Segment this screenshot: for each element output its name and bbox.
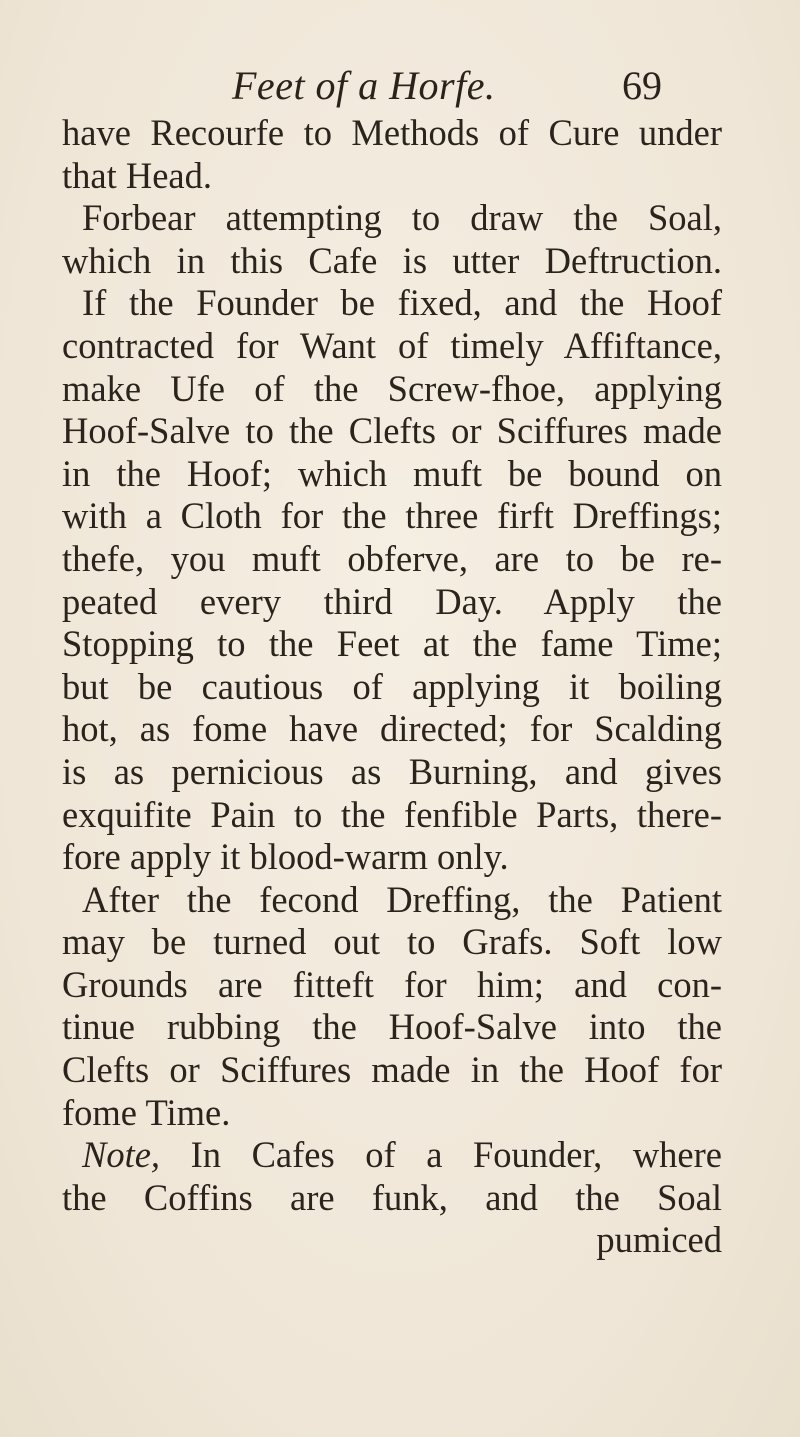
text-line: that Head.: [62, 154, 212, 196]
text-line: peated every third Day. Apply the: [62, 580, 722, 622]
running-title: Feet of a Horfe.: [232, 63, 496, 108]
text-line: in the Hoof; which muft be bound on: [62, 452, 722, 494]
text-line: fome Time.: [62, 1091, 231, 1133]
text-line: exquifite Pain to the fenfible Parts, there-: [62, 793, 722, 835]
note-label: Note,: [82, 1134, 161, 1176]
note-text: In Cafes of a Founder, where: [160, 1134, 722, 1176]
text-line: have Recourfe to Methods of Cure under: [62, 112, 722, 153]
text-line: After the fecond Dreffing, the Patient: [82, 878, 722, 920]
text-line: Clefts or Sciffures made in the Hoof for: [62, 1049, 722, 1091]
text-line: Forbear attempting to draw the Soal,: [82, 197, 722, 239]
text-line: the Coffins are funk, and the Soal: [62, 1176, 722, 1218]
text-line: with a Cloth for the three firft Dreffings;: [62, 495, 722, 537]
text-line: is as pernicious as Burning, and gives: [62, 750, 722, 792]
text-line: may be turned out to Grafs. Soft low: [62, 921, 722, 963]
text-line: thefe, you muft obferve, are to be re-: [62, 537, 722, 579]
page-number: 69: [622, 63, 662, 108]
page-header: [0, 62, 800, 112]
text-line: If the Founder be fixed, and the Hoof: [82, 282, 722, 324]
text-line: hot, as fome have directed; for Scalding: [62, 708, 722, 750]
text-line: which in this Cafe is utter Deftruction.: [62, 239, 722, 281]
text-line: tinue rubbing the Hoof-Salve into the: [62, 1006, 722, 1048]
text-line: make Ufe of the Screw-fhoe, applying: [62, 367, 722, 409]
text-line: fore apply it blood-warm only.: [62, 836, 509, 878]
body-text: [62, 112, 722, 1262]
text-line: Grounds are fitteft for him; and con-: [62, 963, 722, 1005]
text-line: Hoof-Salve to the Clefts or Sciffures made: [62, 410, 722, 452]
text-line: Stopping to the Feet at the fame Time;: [62, 623, 722, 665]
text-line: contracted for Want of timely Affiftance,: [62, 324, 722, 366]
catchword: pumiced: [596, 1219, 722, 1261]
text-line: but be cautious of applying it boiling: [62, 665, 722, 707]
note-line: [62, 1134, 722, 1177]
